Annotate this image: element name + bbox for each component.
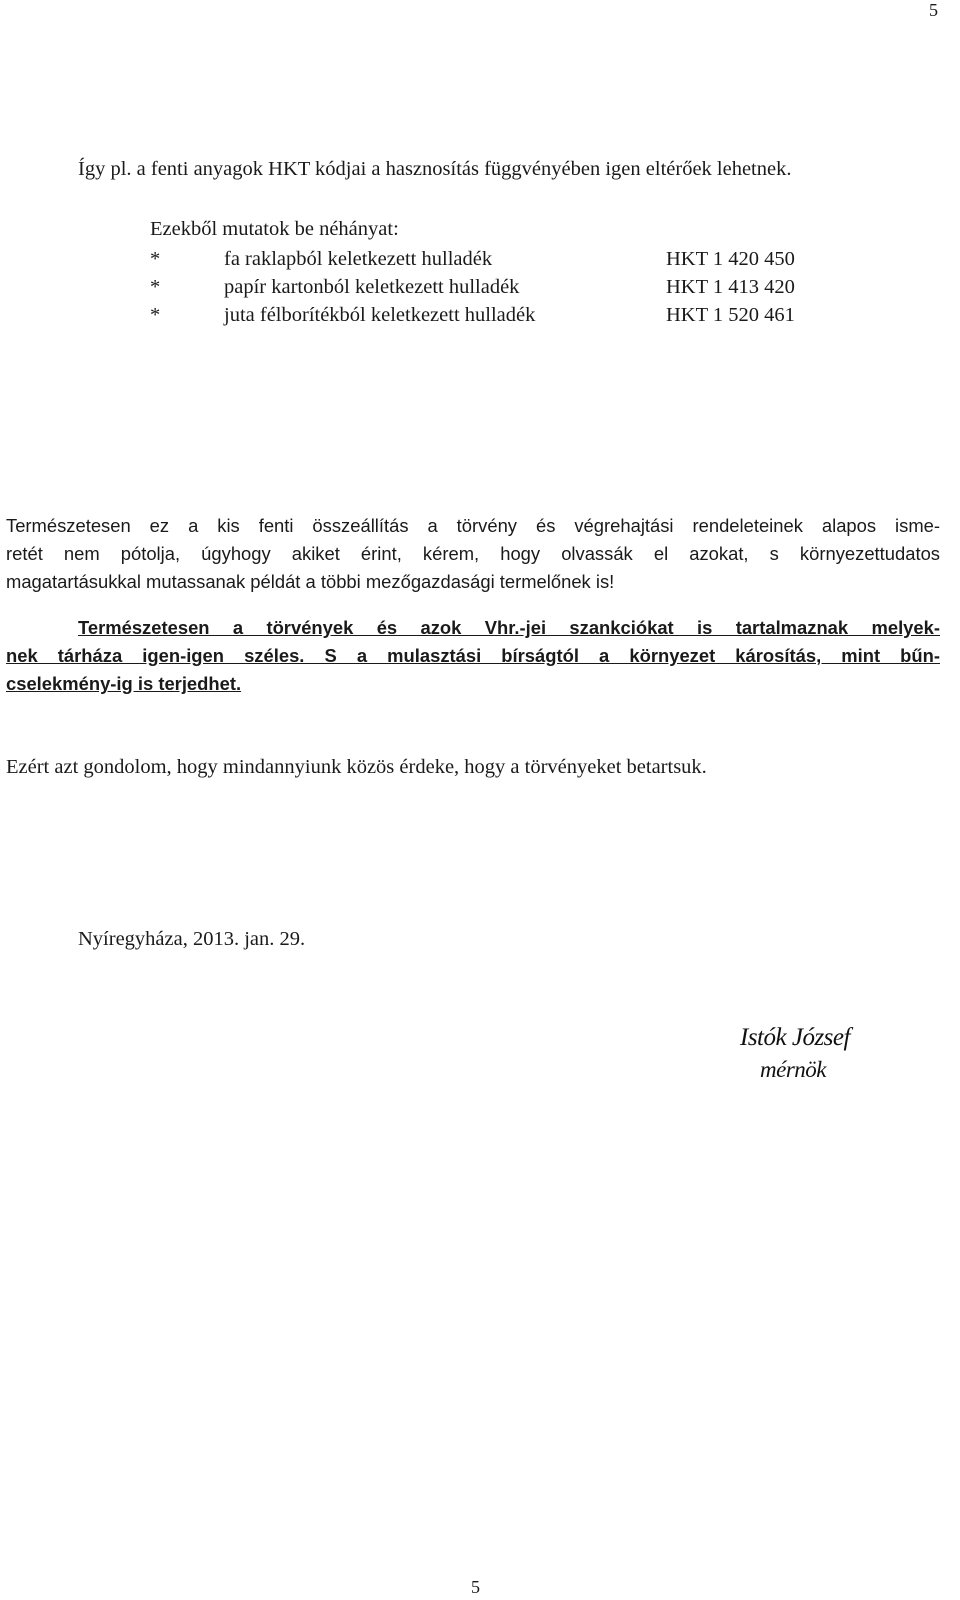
- signature-title: mérnök: [760, 1057, 826, 1082]
- page-number-top: 5: [929, 0, 938, 20]
- paragraph-line: Természetesen ez a kis fenti összeállítás a törvény és végrehajtási rendeleteinek alapos isme-: [6, 515, 940, 536]
- list-item: [150, 248, 795, 271]
- intro-paragraph: Így pl. a fenti anyagok HKT kódjai a hasznosítás függvényében igen eltérőek lehetnek.: [78, 158, 792, 180]
- list-item-code: HKT 1 413 420: [666, 276, 795, 298]
- paragraph-line: cselekmény-ig is terjedhet.: [6, 673, 242, 694]
- list-item: [150, 276, 795, 299]
- explanation-paragraph: [6, 512, 940, 596]
- signature: [740, 1022, 850, 1086]
- list-item-code: HKT 1 520 461: [666, 304, 795, 326]
- sanctions-paragraph: [6, 614, 940, 698]
- paragraph-line: nek tárháza igen-igen széles. S a mulasztási bírságtól a környezet károsítás, mint bűn-: [6, 645, 940, 666]
- paragraph-line: magatartásukkal mutassanak példát a többi mezőgazdasági termelőnek is!: [6, 571, 615, 592]
- signature-name: Istók József: [740, 1024, 850, 1051]
- list-item-text: juta félborítékból keletkezett hulladék: [224, 304, 536, 326]
- list-item-text: papír kartonból keletkezett hulladék: [224, 276, 520, 298]
- conclusion-paragraph: Ezért azt gondolom, hogy mindannyiunk közös érdeke, hogy a törvényeket betartsuk.: [6, 756, 707, 778]
- list-bullet: *: [150, 276, 161, 298]
- list-item: [150, 304, 795, 327]
- place-date: Nyíregyháza, 2013. jan. 29.: [78, 928, 306, 950]
- paragraph-line: retét nem pótolja, úgyhogy akiket érint, kérem, hogy olvassák el azokat, s környezettudatos: [6, 543, 940, 564]
- paragraph-line: Természetesen a törvények és azok Vhr.-jei szankciókat is tartalmaznak melyek-: [78, 617, 940, 638]
- list-item-text: fa raklapból keletkezett hulladék: [224, 248, 493, 270]
- list-item-code: HKT 1 420 450: [666, 248, 795, 270]
- list-heading: Ezekből mutatok be néhányat:: [150, 218, 399, 240]
- list-bullet: *: [150, 248, 161, 270]
- page-number-bottom: 5: [471, 1577, 480, 1597]
- list-bullet: *: [150, 304, 161, 326]
